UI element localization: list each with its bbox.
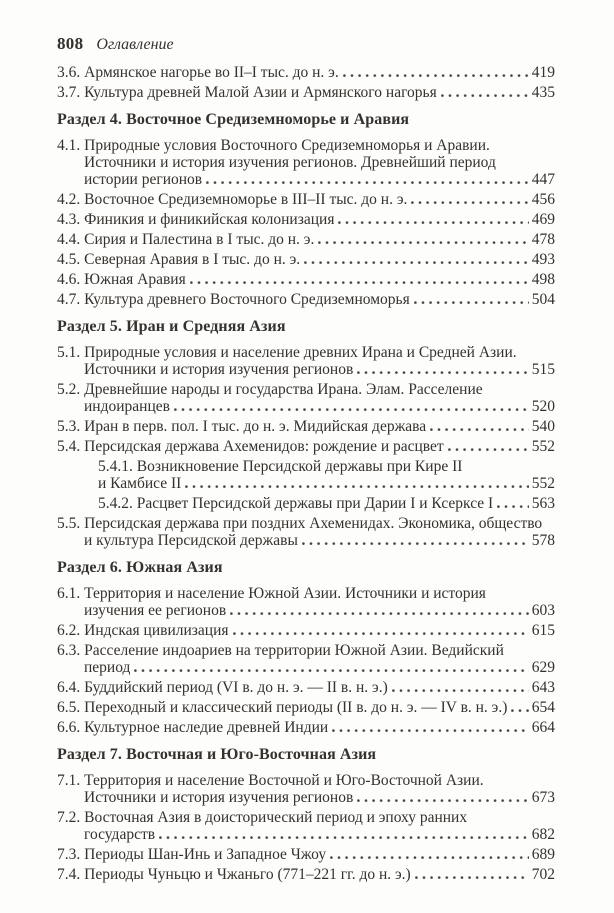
toc-page-ref: 563 bbox=[531, 495, 555, 512]
toc-entry-text: период bbox=[84, 659, 131, 676]
toc-entry-tail bbox=[57, 846, 555, 863]
toc-entry-tail bbox=[57, 84, 555, 101]
toc-entry-text: 4.4. Сирия и Палестина в I тыс. до н. э. bbox=[57, 231, 315, 248]
toc-entry-line: 6.1. Территория и население Южной Азии. Источники и история bbox=[57, 585, 486, 602]
toc-entry-tail bbox=[84, 826, 555, 843]
dot-leader bbox=[206, 181, 529, 185]
toc-entry-line: 5.1. Природные условия и население древних Ирана и Средней Азии. bbox=[57, 344, 517, 361]
toc-entry-tail bbox=[57, 191, 555, 208]
toc-entry-tail bbox=[98, 475, 555, 492]
page-title: Оглавление bbox=[96, 36, 174, 53]
dot-leader bbox=[338, 221, 528, 225]
page-number: 808 bbox=[57, 34, 84, 53]
toc-entry bbox=[57, 622, 555, 639]
toc-entry bbox=[57, 191, 555, 208]
toc-page-ref: 478 bbox=[531, 231, 555, 248]
toc-entry-text: государств bbox=[84, 826, 156, 843]
toc-entry-tail bbox=[84, 602, 555, 619]
toc-entry-tail bbox=[57, 291, 555, 308]
toc-entry-line: 5.5. Персидская держава при поздних Ахеменидах. Экономика, общество bbox=[57, 515, 543, 532]
toc-entry-tail bbox=[57, 251, 555, 268]
toc-page-ref: 603 bbox=[531, 602, 555, 619]
toc-entry bbox=[57, 642, 555, 676]
dot-leader bbox=[448, 448, 529, 452]
section-heading: Раздел 4. Восточное Средиземноморье и Аравия bbox=[57, 111, 410, 128]
toc-page-ref: 643 bbox=[531, 679, 555, 696]
toc-entry-line: 5.4.1. Возникновение Персидской державы при Кире II bbox=[98, 458, 463, 475]
toc-entry-text: Источники и история изучения регионов bbox=[84, 361, 354, 378]
toc-entry-text: 7.4. Периоды Чуньцю и Чжаньго (771–221 гг. до н. э.) bbox=[57, 866, 411, 883]
toc-entry-text: 4.7. Культура древнего Восточного Средиземноморья bbox=[57, 291, 410, 308]
toc-page-ref: 578 bbox=[531, 532, 555, 549]
toc-page-ref: 664 bbox=[531, 719, 555, 736]
toc-entry-tail bbox=[57, 64, 555, 81]
dot-leader bbox=[511, 709, 528, 713]
toc-entry bbox=[57, 137, 555, 188]
toc-entry-lines bbox=[57, 137, 555, 171]
dot-leader bbox=[343, 74, 529, 78]
toc-entry-lines bbox=[57, 344, 555, 361]
toc-entry bbox=[57, 866, 555, 883]
dot-leader bbox=[332, 729, 529, 733]
toc-entry-text: 4.6. Южная Аравия bbox=[57, 271, 186, 288]
toc-entry-text: 4.3. Финикия и финикийская колонизация bbox=[57, 211, 335, 228]
toc-entry-lines bbox=[57, 642, 555, 659]
toc-entry-tail bbox=[57, 622, 555, 639]
toc-entry bbox=[57, 271, 555, 288]
dot-leader bbox=[233, 632, 529, 636]
dot-leader bbox=[414, 301, 529, 305]
toc-entry-line: 7.2. Восточная Азия в доисторический период и эпоху ранних bbox=[57, 809, 468, 826]
toc-entry-tail bbox=[57, 719, 555, 736]
dot-leader bbox=[134, 669, 528, 673]
toc-page-ref: 520 bbox=[531, 398, 555, 415]
dot-leader bbox=[357, 371, 528, 375]
toc-entry-lines bbox=[57, 381, 555, 398]
toc-entry bbox=[57, 84, 555, 101]
dot-leader bbox=[411, 201, 528, 205]
toc-entry-text: 6.2. Индская цивилизация bbox=[57, 622, 229, 639]
dot-leader bbox=[318, 241, 528, 245]
toc-entry-text: 6.5. Переходный и классический периоды (II в. до н. э. — IV в. н. э.) bbox=[57, 699, 508, 716]
toc-list bbox=[57, 64, 555, 883]
toc-entry bbox=[57, 291, 555, 308]
toc-page-ref: 435 bbox=[531, 84, 555, 101]
toc-page-ref: 498 bbox=[531, 271, 555, 288]
dot-leader bbox=[497, 505, 529, 509]
toc-entry-line: 6.3. Расселение индоариев на территории Южной Азии. Ведийский bbox=[57, 642, 504, 659]
toc-entry bbox=[57, 344, 555, 378]
toc-entry bbox=[57, 699, 555, 716]
dot-leader bbox=[430, 428, 529, 432]
toc-entry-lines bbox=[57, 585, 555, 602]
toc-entry-tail bbox=[57, 866, 555, 883]
dot-leader bbox=[357, 799, 528, 803]
toc-entry-text: истории регионов bbox=[84, 171, 203, 188]
toc-entry-tail bbox=[57, 231, 555, 248]
toc-page-ref: 504 bbox=[531, 291, 555, 308]
toc-entry-lines bbox=[57, 809, 555, 826]
toc-entry-lines bbox=[57, 515, 555, 532]
toc-entry-text: и культура Персидской державы bbox=[84, 532, 298, 549]
toc-entry-tail bbox=[57, 418, 555, 435]
section-heading: Раздел 5. Иран и Средняя Азия bbox=[57, 318, 286, 335]
toc-entry-text: и Камбисе II bbox=[98, 475, 182, 492]
toc-entry-text: индоиранцев bbox=[84, 398, 170, 415]
toc-entry-lines bbox=[57, 772, 555, 789]
dot-leader bbox=[190, 281, 529, 285]
dot-leader bbox=[392, 689, 529, 693]
toc-entry-line: 5.2. Древнейшие народы и государства Ирана. Элам. Расселение bbox=[57, 381, 483, 398]
toc-entry-tail bbox=[84, 659, 555, 676]
running-head bbox=[57, 34, 555, 55]
toc-page-ref: 419 bbox=[531, 64, 555, 81]
toc-page-ref: 493 bbox=[531, 251, 555, 268]
toc-entry-text: 7.3. Периоды Шан-Инь и Западное Чжоу bbox=[57, 846, 327, 863]
toc-entry-line: Источники и история изучения регионов. Древнейший период bbox=[84, 154, 496, 171]
toc-page-ref: 515 bbox=[531, 361, 555, 378]
toc-entry bbox=[57, 809, 555, 843]
toc-entry-tail bbox=[84, 361, 555, 378]
toc-entry bbox=[57, 381, 555, 415]
toc-page-ref: 702 bbox=[531, 866, 555, 883]
toc-entry-text: 3.7. Культура древней Малой Азии и Армянского нагорья bbox=[57, 84, 437, 101]
toc-page-ref: 456 bbox=[531, 191, 555, 208]
toc-entry-tail bbox=[57, 679, 555, 696]
toc-entry bbox=[98, 495, 555, 512]
toc-entry-tail bbox=[57, 699, 555, 716]
dot-leader bbox=[185, 485, 528, 489]
toc-page-ref: 682 bbox=[531, 826, 555, 843]
toc-page-ref: 629 bbox=[531, 659, 555, 676]
section-heading: Раздел 6. Южная Азия bbox=[57, 559, 223, 576]
dot-leader bbox=[330, 856, 529, 860]
toc-entry bbox=[57, 772, 555, 806]
toc-entry-text: изучения ее регионов bbox=[84, 602, 227, 619]
toc-page-ref: 654 bbox=[531, 699, 555, 716]
toc-entry-lines bbox=[98, 458, 555, 475]
toc-entry-tail bbox=[57, 211, 555, 228]
dot-leader bbox=[302, 542, 529, 546]
toc-entry-text: 4.2. Восточное Средиземноморье в III–II тыс. до н. э. bbox=[57, 191, 408, 208]
toc-entry-text: 5.3. Иран в перв. пол. I тыс. до н. э. Мидийская держава bbox=[57, 418, 427, 435]
toc-entry bbox=[57, 211, 555, 228]
dot-leader bbox=[230, 612, 529, 616]
toc-entry-tail bbox=[84, 398, 555, 415]
toc-entry-text: 6.4. Буддийский период (VI в. до н. э. — II в. н. э.) bbox=[57, 679, 388, 696]
toc-entry-line: 7.1. Территория и население Восточной и Юго-Восточной Азии. bbox=[57, 772, 484, 789]
toc-entry-text: 6.6. Культурное наследие древней Индии bbox=[57, 719, 329, 736]
toc-entry bbox=[98, 458, 555, 492]
toc-entry-text: Источники и история изучения регионов bbox=[84, 789, 354, 806]
dot-leader bbox=[159, 836, 529, 840]
toc-entry-line: 4.1. Природные условия Восточного Средиземноморья и Аравии. bbox=[57, 137, 490, 154]
toc-entry-text: 3.6. Армянское нагорье во II–I тыс. до н. э. bbox=[57, 64, 339, 81]
toc-entry-tail bbox=[84, 789, 555, 806]
toc-page-ref: 552 bbox=[531, 438, 555, 455]
toc-entry-tail bbox=[98, 495, 555, 512]
dot-leader bbox=[304, 261, 529, 265]
toc-entry-tail bbox=[84, 171, 555, 188]
toc-entry bbox=[57, 515, 555, 549]
toc-entry bbox=[57, 64, 555, 81]
toc-entry bbox=[57, 231, 555, 248]
section-heading: Раздел 7. Восточная и Юго-Восточная Азия bbox=[57, 746, 377, 763]
toc-entry-text: 4.5. Северная Аравия в I тыс. до н. э. bbox=[57, 251, 301, 268]
toc-page-ref: 615 bbox=[531, 622, 555, 639]
toc-page-ref: 689 bbox=[531, 846, 555, 863]
toc-page-ref: 540 bbox=[531, 418, 555, 435]
toc-entry-text: 5.4. Персидская держава Ахеменидов: рождение и расцвет bbox=[57, 438, 444, 455]
toc-page-ref: 673 bbox=[531, 789, 555, 806]
toc-page-ref: 552 bbox=[531, 475, 555, 492]
toc-entry bbox=[57, 418, 555, 435]
toc-entry-text: 5.4.2. Расцвет Персидской державы при Дарии I и Ксерксе I bbox=[98, 495, 494, 512]
toc-entry bbox=[57, 251, 555, 268]
toc-entry bbox=[57, 679, 555, 696]
toc-page-ref: 469 bbox=[531, 211, 555, 228]
toc-page-ref: 447 bbox=[531, 171, 555, 188]
dot-leader bbox=[174, 408, 529, 412]
toc-entry bbox=[57, 585, 555, 619]
toc-entry bbox=[57, 719, 555, 736]
toc-entry-tail bbox=[57, 438, 555, 455]
toc-entry bbox=[57, 438, 555, 455]
dot-leader bbox=[415, 876, 529, 880]
toc-entry-tail bbox=[84, 532, 555, 549]
toc-entry-tail bbox=[57, 271, 555, 288]
dot-leader bbox=[441, 94, 529, 98]
toc-entry bbox=[57, 846, 555, 863]
